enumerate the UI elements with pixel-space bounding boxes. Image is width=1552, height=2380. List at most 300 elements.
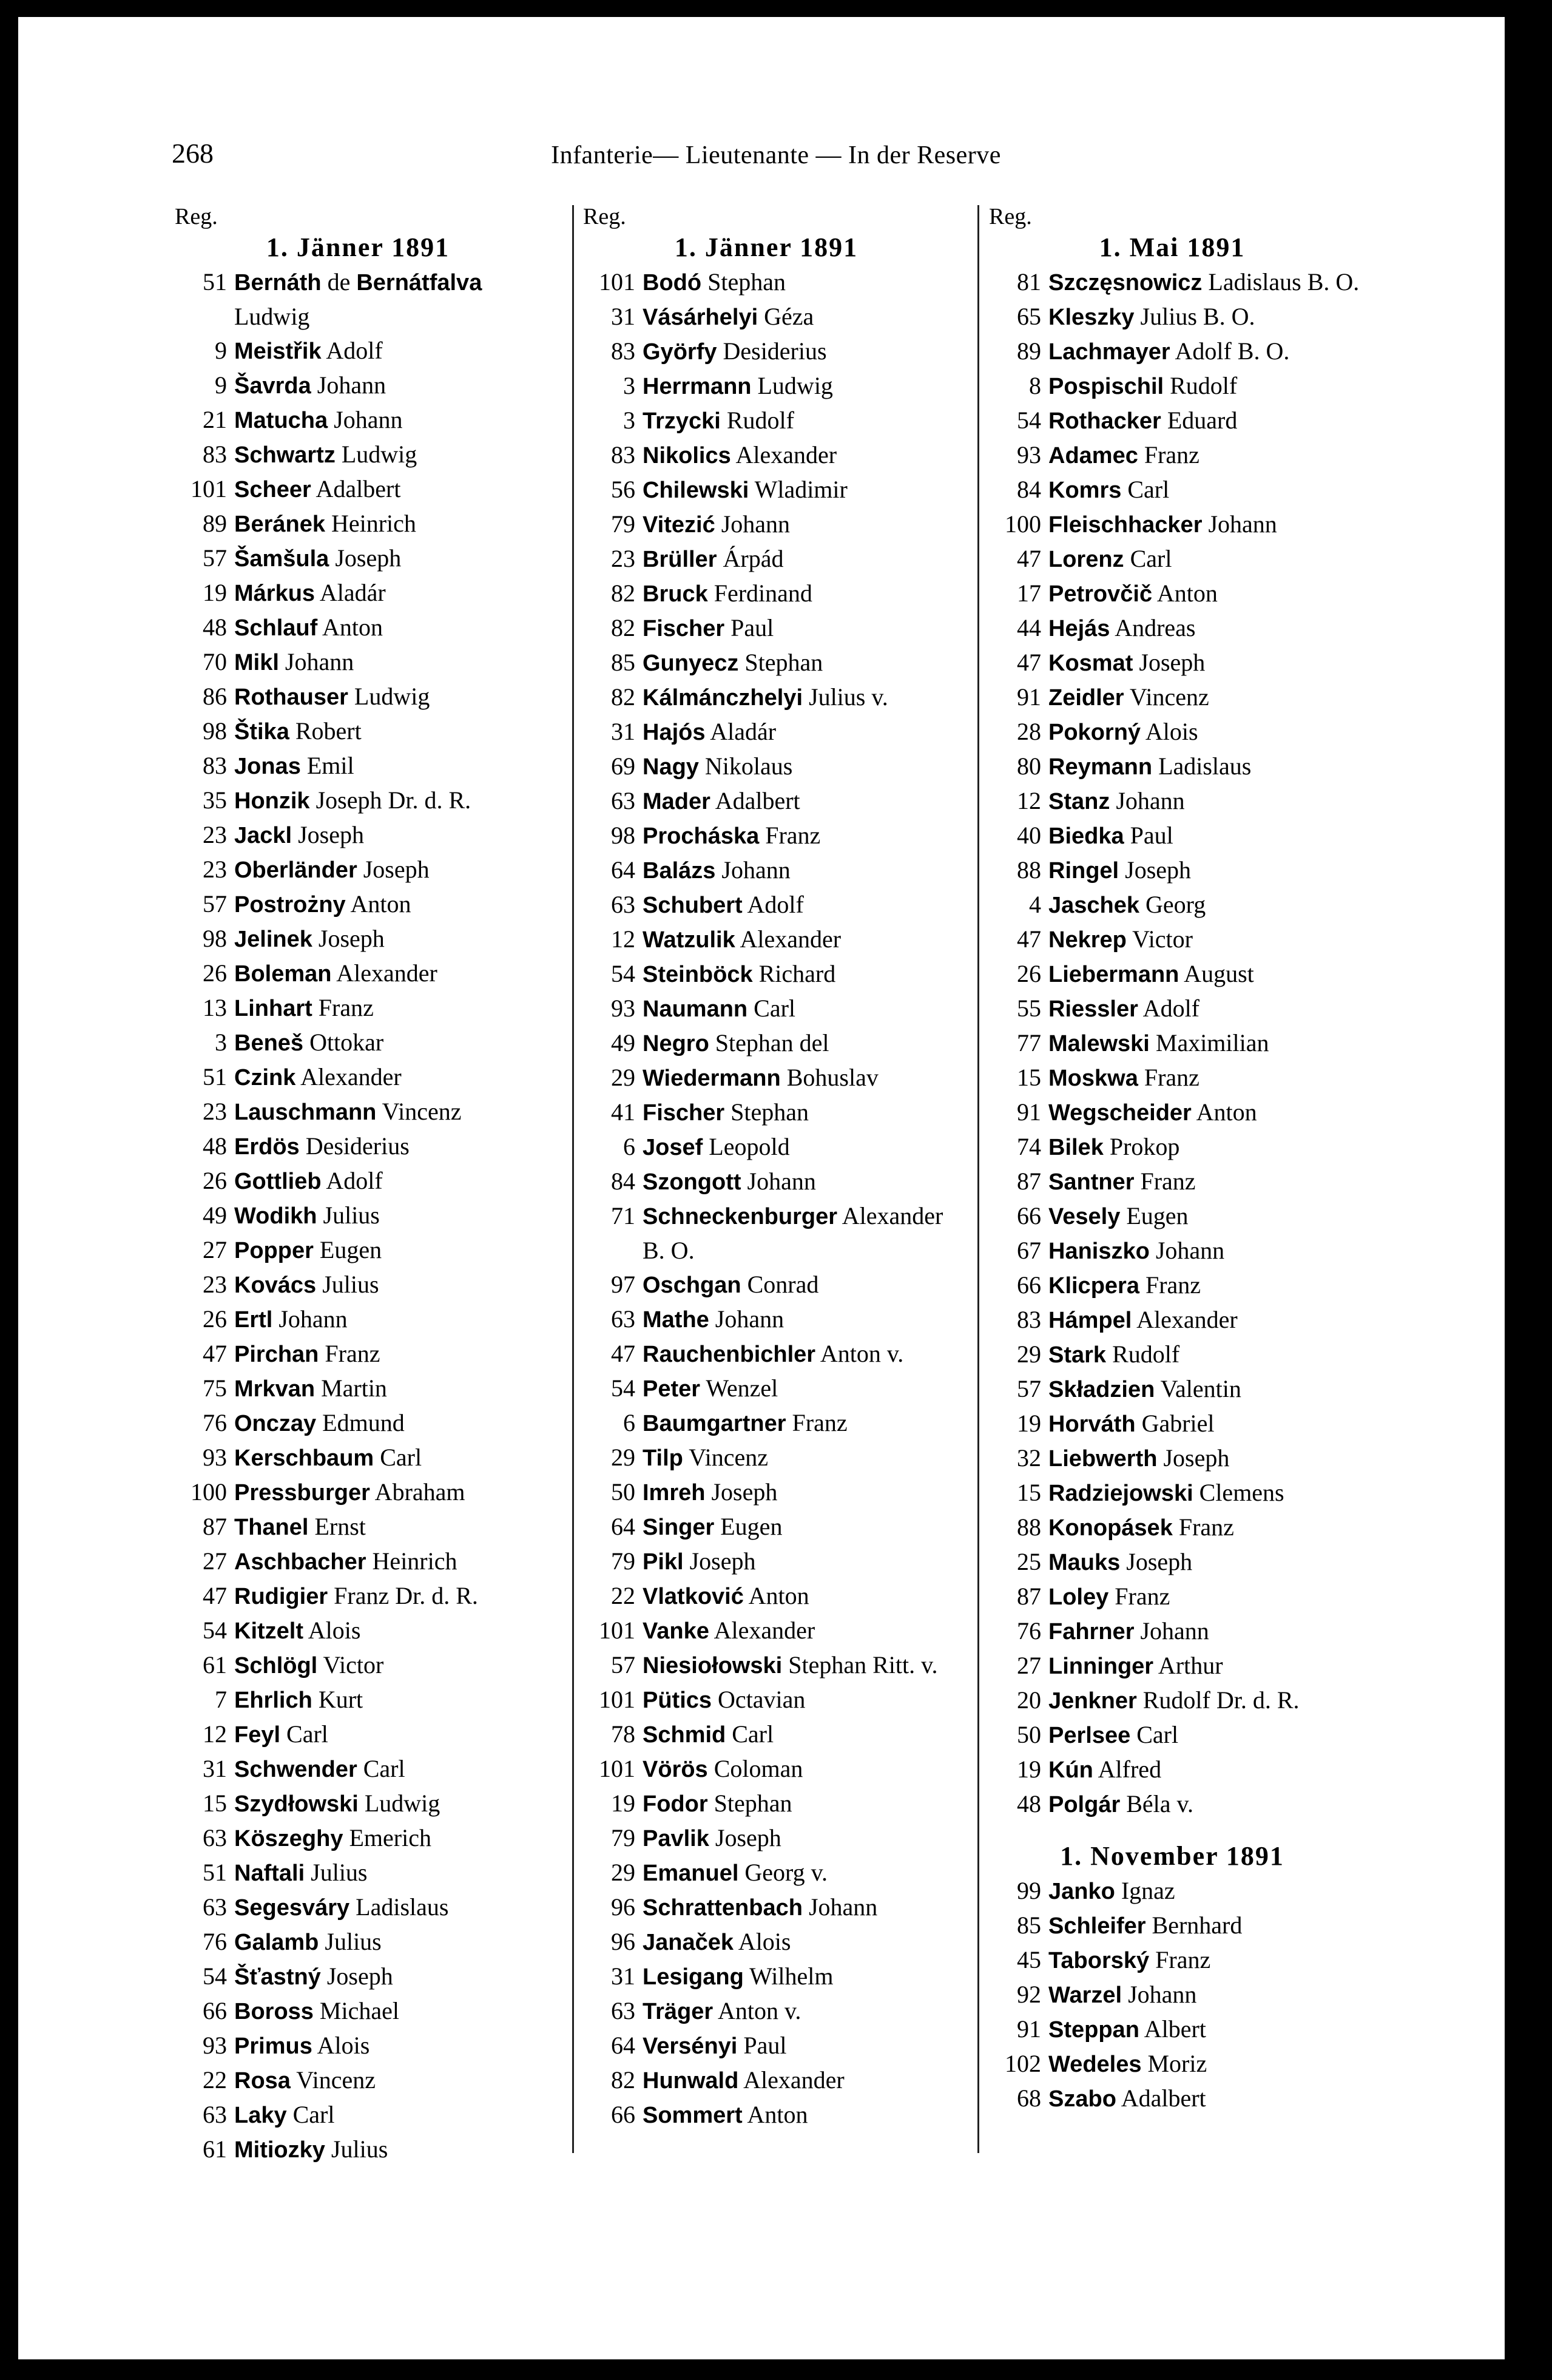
surname: Herrmann <box>643 374 752 399</box>
regiment-number: 63 <box>611 891 635 918</box>
list-item <box>164 1026 552 1060</box>
given-name: Eugen <box>1120 1202 1189 1229</box>
surname: Oschgan <box>643 1273 741 1298</box>
given-name: Prokop <box>1103 1133 1180 1160</box>
given-name: Franz <box>786 1409 848 1436</box>
list-item <box>978 1407 1366 1441</box>
entry-name <box>1048 300 1366 334</box>
list-item <box>572 1717 960 1752</box>
surname: Bernátfalva <box>356 270 482 296</box>
entry-name <box>1048 1908 1366 1943</box>
list-item <box>978 1026 1366 1061</box>
list-item <box>572 265 960 300</box>
list-item <box>164 576 552 610</box>
entry-name <box>234 1683 552 1717</box>
list-item <box>164 2132 552 2167</box>
surname: Janaček <box>643 1930 734 1955</box>
given-name: Ferdinand <box>707 580 812 607</box>
surname: Santner <box>1048 1169 1135 1195</box>
surname: Versényi <box>643 2033 738 2059</box>
list-item <box>978 784 1366 819</box>
given-name: Franz <box>759 822 821 849</box>
list-item <box>572 1199 960 1268</box>
entry-name <box>643 784 960 819</box>
regiment-number: 27 <box>203 1547 227 1575</box>
surname: Vitezić <box>643 512 715 538</box>
list-item <box>164 1164 552 1198</box>
entry-name <box>643 749 960 784</box>
surname: Vlatković <box>643 1584 744 1609</box>
list-item <box>164 368 552 403</box>
regiment-number: 32 <box>1017 1444 1041 1472</box>
list-item <box>572 473 960 507</box>
list-item <box>978 1095 1366 1130</box>
given-name: Ignaz <box>1115 1877 1175 1904</box>
surname: Haniszko <box>1048 1239 1150 1264</box>
regiment-number: 78 <box>611 1720 635 1748</box>
entry-name <box>234 853 552 887</box>
surname: Beránek <box>234 512 325 537</box>
given-name: Alexander <box>730 441 837 468</box>
list-item <box>978 473 1366 507</box>
regiment-number: 96 <box>611 1928 635 1955</box>
given-name: Desiderius <box>299 1132 410 1160</box>
list-item <box>978 1545 1366 1580</box>
list-item <box>164 1371 552 1406</box>
surname: Bernáth <box>234 270 322 296</box>
given-name: Paul <box>737 2032 787 2059</box>
list-item <box>572 369 960 404</box>
given-name: Valentin <box>1155 1375 1241 1402</box>
regiment-number: 93 <box>203 2032 227 2059</box>
entry-name <box>1048 334 1366 369</box>
given-name: Johann <box>328 406 403 433</box>
given-name: Adolf <box>742 891 804 918</box>
entry-name <box>643 1683 960 1717</box>
list-item <box>978 1234 1366 1268</box>
given-name: Joseph <box>683 1547 756 1575</box>
surname: Kovács <box>234 1273 317 1298</box>
surname: Bruck <box>643 581 708 607</box>
entry-name <box>234 368 552 403</box>
surname: Boross <box>234 1999 314 2024</box>
entry-name <box>1048 1026 1366 1061</box>
given-name: Franz <box>312 994 374 1021</box>
regiment-number: 66 <box>611 2101 635 2128</box>
regiment-number: 51 <box>203 1063 227 1090</box>
entry-name <box>234 1614 552 1648</box>
section-heading: 1. November 1891 <box>1060 1841 1284 1871</box>
given-name: Johann <box>272 1305 348 1333</box>
regiment-number: 74 <box>1017 1133 1041 1160</box>
regiment-number: 57 <box>611 1651 635 1679</box>
surname: Riessler <box>1048 996 1138 1022</box>
list-item <box>572 784 960 819</box>
regiment-number: 84 <box>611 1168 635 1195</box>
regiment-number: 28 <box>1017 718 1041 745</box>
surname: Komrs <box>1048 478 1122 503</box>
list-item <box>572 1614 960 1648</box>
given-name: Coloman <box>707 1755 803 1782</box>
list-item <box>978 1908 1366 1943</box>
list-item <box>978 265 1366 300</box>
given-name: Julius <box>325 2135 388 2163</box>
regiment-number: 21 <box>203 406 227 433</box>
given-name: Leopold <box>703 1133 790 1160</box>
regiment-number: 71 <box>611 1202 635 1229</box>
given-name: Carl <box>286 2101 335 2128</box>
list-item <box>164 1406 552 1441</box>
entry-name <box>1048 265 1366 300</box>
surname: Schlauf <box>234 615 318 641</box>
regiment-number: 12 <box>1017 787 1041 814</box>
given-name: Joseph <box>1157 1444 1230 1472</box>
regiment-number: 19 <box>1017 1756 1041 1783</box>
list-item <box>572 1821 960 1856</box>
entry-name <box>643 300 960 334</box>
regiment-number: 98 <box>203 925 227 952</box>
list-item <box>572 1544 960 1579</box>
list-item <box>978 1165 1366 1199</box>
list-item <box>164 714 552 749</box>
list-item <box>978 542 1366 576</box>
regiment-number: 17 <box>1017 580 1041 607</box>
surname: Linninger <box>1048 1654 1154 1679</box>
given-name: Adolf B. O. <box>1170 337 1290 365</box>
list-item <box>164 1198 552 1233</box>
given-name: Johann <box>1134 1617 1209 1645</box>
list-item <box>572 680 960 715</box>
entry-name <box>234 1787 552 1821</box>
given-name: Ernst <box>308 1513 366 1540</box>
given-name: Paul <box>1124 822 1173 849</box>
surname: Polgár <box>1048 1792 1121 1817</box>
list-item <box>164 1717 552 1752</box>
regiment-number: 66 <box>203 1997 227 2024</box>
regiment-number: 102 <box>1005 2050 1041 2077</box>
regiment-number: 96 <box>611 1893 635 1921</box>
list-item <box>572 1648 960 1683</box>
surname: Mrkvan <box>234 1376 315 1402</box>
entry-name <box>234 1302 552 1337</box>
regiment-number: 85 <box>1017 1912 1041 1939</box>
entry-name <box>234 1475 552 1510</box>
surname: Laky <box>234 2103 287 2128</box>
list-item <box>572 1337 960 1371</box>
entry-name <box>1048 715 1366 749</box>
given-name: Johann <box>715 856 791 884</box>
entry-name <box>234 1268 552 1302</box>
entry-name <box>643 1371 960 1406</box>
given-name: Ladislaus B. O. <box>1202 268 1360 296</box>
list-item <box>572 1475 960 1510</box>
list-item <box>572 2029 960 2063</box>
given-name: Ladislaus <box>349 1893 449 1921</box>
entry-name <box>643 438 960 473</box>
regiment-number: 50 <box>611 1478 635 1506</box>
list-item <box>572 1130 960 1165</box>
given-name: Joseph Dr. d. R. <box>309 786 471 814</box>
given-name: Franz <box>1138 1064 1199 1091</box>
given-name: Ottokar <box>303 1029 384 1056</box>
given-name: Julius <box>316 1271 379 1298</box>
entry-name <box>643 1787 960 1821</box>
entry-name <box>234 1406 552 1441</box>
list-item <box>164 472 552 507</box>
regiment-number: 44 <box>1017 614 1041 641</box>
given-name: Edmund <box>316 1409 405 1436</box>
regiment-number: 84 <box>1017 476 1041 503</box>
entry-name <box>234 334 552 368</box>
list-item <box>164 403 552 438</box>
regiment-number: 23 <box>203 856 227 883</box>
given-name: Johann <box>741 1168 816 1195</box>
entry-name <box>643 2098 960 2132</box>
page-number: 268 <box>172 138 214 169</box>
list-item <box>164 1129 552 1164</box>
entry-name <box>234 818 552 853</box>
list-item <box>164 680 552 714</box>
entry-name <box>1048 1407 1366 1441</box>
given-name: Vincenz <box>1124 683 1209 711</box>
regiment-number: 23 <box>203 1271 227 1298</box>
regiment-number: 87 <box>203 1513 227 1540</box>
entry-name <box>234 1959 552 1994</box>
entry-name <box>643 957 960 992</box>
entry-name <box>643 576 960 611</box>
given-name: Joseph <box>357 856 430 883</box>
entry-name <box>234 1752 552 1787</box>
surname: Trzycki <box>643 408 721 434</box>
surname: Oberländer <box>234 857 357 883</box>
regiment-number: 63 <box>611 1305 635 1333</box>
list-item <box>164 922 552 956</box>
regiment-number: 47 <box>1017 545 1041 572</box>
surname: Fischer <box>643 616 725 641</box>
surname: Malewski <box>1048 1031 1150 1056</box>
surname: Konopásek <box>1048 1515 1173 1541</box>
list-item <box>572 611 960 646</box>
given-name: Vincenz <box>376 1098 462 1125</box>
surname: Niesiołowski <box>643 1653 783 1679</box>
regiment-number: 29 <box>611 1859 635 1886</box>
surname: Nekrep <box>1048 927 1127 953</box>
entry-name <box>1048 1234 1366 1268</box>
entry-name <box>643 334 960 369</box>
surname: Fleischhacker <box>1048 512 1203 538</box>
entry-name <box>643 1614 960 1648</box>
regiment-number: 13 <box>203 994 227 1021</box>
regiment-number: 82 <box>611 683 635 711</box>
list-item <box>572 2098 960 2132</box>
entry-name <box>1048 646 1366 680</box>
regiment-number: 82 <box>611 580 635 607</box>
regiment-number: 3 <box>623 407 635 434</box>
entry-name <box>234 610 552 645</box>
entry-name <box>1048 749 1366 784</box>
surname: Postrożny <box>234 892 346 918</box>
given-name: Joseph <box>709 1824 781 1851</box>
list-item <box>978 1510 1366 1545</box>
given-name: Stephan <box>724 1098 809 1126</box>
regiment-number: 40 <box>1017 822 1041 849</box>
list-item <box>164 1268 552 1302</box>
surname: Adamec <box>1048 443 1138 468</box>
list-item <box>978 611 1366 646</box>
given-name: Árpád <box>717 545 784 572</box>
entry-name <box>234 438 552 472</box>
entry-name <box>643 1095 960 1130</box>
given-name: Bernhard <box>1145 1912 1243 1939</box>
given-name: Nikolaus <box>698 752 793 780</box>
regiment-number: 77 <box>1017 1029 1041 1056</box>
surname: Jonas <box>234 754 301 779</box>
given-name: Michael <box>313 1997 399 2024</box>
regiment-number: 3 <box>623 372 635 399</box>
given-name: Rudolf <box>1106 1340 1180 1368</box>
surname: Hajós <box>643 720 706 745</box>
regiment-number: 76 <box>1017 1617 1041 1645</box>
entry-name <box>1048 1718 1366 1753</box>
entry-name <box>1048 473 1366 507</box>
given-name: Joseph <box>1133 649 1206 676</box>
given-name: Joseph <box>705 1478 778 1506</box>
surname: Rothacker <box>1048 408 1161 434</box>
entry-name <box>234 680 552 714</box>
given-name: Carl <box>1121 476 1170 503</box>
regiment-number: 63 <box>203 1824 227 1851</box>
given-name: Stephan del <box>709 1029 829 1056</box>
regiment-number: 27 <box>203 1236 227 1263</box>
entry-name <box>1048 576 1366 611</box>
surname: Wiedermann <box>643 1066 781 1091</box>
surname: Beneš <box>234 1030 304 1056</box>
list-item <box>978 1580 1366 1614</box>
regiment-number: 26 <box>203 1305 227 1333</box>
list-item <box>572 853 960 888</box>
given-name: Adolf <box>321 337 383 364</box>
list-item <box>164 1890 552 1925</box>
surname: Márkus <box>234 581 315 606</box>
entry-name <box>643 1199 960 1268</box>
given-name: Alexander <box>735 925 842 953</box>
given-name: Alois <box>1141 718 1198 745</box>
list-item <box>164 265 552 334</box>
regiment-number: 50 <box>1017 1721 1041 1748</box>
list-item <box>978 1753 1366 1787</box>
surname: Stark <box>1048 1342 1107 1368</box>
entry-name <box>643 819 960 853</box>
list-item <box>978 922 1366 957</box>
list-item <box>572 1061 960 1095</box>
surname: Feyl <box>234 1722 281 1748</box>
given-name: Carl <box>1124 545 1172 572</box>
regiment-number: 54 <box>203 1617 227 1644</box>
entry-name <box>643 1890 960 1925</box>
given-name: Adalbert <box>710 787 800 814</box>
given-name: Alois <box>734 1928 791 1955</box>
given-name: Emil <box>300 752 354 779</box>
regiment-number: 51 <box>203 1859 227 1886</box>
entry-name <box>234 1233 552 1268</box>
given-name: Julius B. O. <box>1134 303 1255 330</box>
list-item <box>572 300 960 334</box>
entry-name <box>1048 1165 1366 1199</box>
regiment-number: 63 <box>203 1893 227 1921</box>
list-item <box>572 1095 960 1130</box>
surname: Ringel <box>1048 858 1119 884</box>
surname: Pokorný <box>1048 720 1141 745</box>
entry-name <box>1048 611 1366 646</box>
entry-name <box>234 1717 552 1752</box>
list-item <box>164 1441 552 1475</box>
entry-name <box>643 1268 960 1302</box>
entry-name <box>234 1579 552 1614</box>
surname: Szydłowski <box>234 1791 359 1817</box>
given-name: Eduard <box>1161 407 1238 434</box>
surname: Chilewski <box>643 478 749 503</box>
entry-name <box>1048 680 1366 715</box>
regiment-number: 54 <box>203 1962 227 1990</box>
entry-name <box>643 992 960 1026</box>
entry-name <box>234 1026 552 1060</box>
regiment-number: 20 <box>1017 1686 1041 1714</box>
surname: Jenkner <box>1048 1688 1137 1714</box>
surname: Lauschmann <box>234 1100 377 1125</box>
entry-name <box>643 1925 960 1959</box>
entry-name <box>1048 1614 1366 1649</box>
surname: Lorenz <box>1048 547 1124 572</box>
regiment-number: 64 <box>611 2032 635 2059</box>
surname: Pirchan <box>234 1342 319 1367</box>
entry-name <box>234 541 552 576</box>
surname: Šamšula <box>234 546 329 572</box>
surname: Aschbacher <box>234 1549 366 1575</box>
regiment-number: 65 <box>1017 303 1041 330</box>
regiment-number: 92 <box>1017 1981 1041 2008</box>
entry-name <box>643 1165 960 1199</box>
given-name: Adolf <box>321 1167 383 1194</box>
entry-name <box>643 1994 960 2029</box>
column-header-reg: Reg. <box>175 204 218 229</box>
given-name: Johann <box>1122 1981 1197 2008</box>
list-item <box>164 1925 552 1959</box>
given-name: Arthur <box>1153 1652 1223 1679</box>
list-item <box>572 1441 960 1475</box>
given-name: Anton <box>317 614 383 641</box>
surname: Köszeghy <box>234 1826 343 1851</box>
entry-name <box>1048 1441 1366 1476</box>
entry-name <box>643 1717 960 1752</box>
list-item <box>978 1718 1366 1753</box>
given-name: Carl <box>357 1755 405 1782</box>
surname: Rauchenbichler <box>643 1342 816 1367</box>
given-name: Johann <box>709 1305 784 1333</box>
regiment-number: 101 <box>599 268 635 296</box>
given-name: Carl <box>747 995 796 1022</box>
given-name: Robert <box>289 717 362 745</box>
surname: Thanel <box>234 1515 309 1540</box>
list-item <box>164 783 552 818</box>
entry-name <box>643 1821 960 1856</box>
list-item <box>164 438 552 472</box>
given-name: Richard <box>752 960 836 987</box>
regiment-number: 87 <box>1017 1583 1041 1610</box>
regiment-number: 83 <box>611 441 635 468</box>
entry-name <box>1048 404 1366 438</box>
entry-name <box>1048 2081 1366 2116</box>
regiment-number: 12 <box>611 925 635 953</box>
